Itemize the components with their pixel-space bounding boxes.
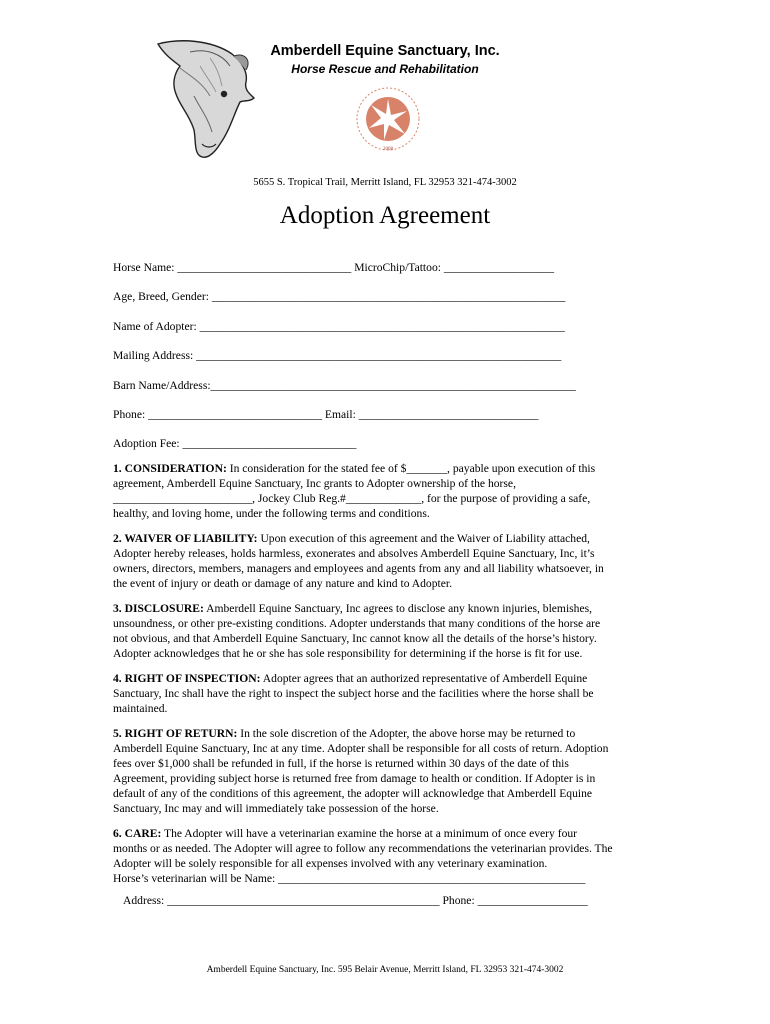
section-line: Adopter agrees that an authorized representative of Amberdell Equine xyxy=(262,672,588,686)
section-heading: 5. RIGHT OF RETURN: xyxy=(113,727,238,741)
field-name-of-adopter[interactable]: Name of Adopter: _______________________________________________________________ xyxy=(113,319,565,333)
section-line: Adopter will be solely responsible for all expenses involved with any veterinary examination. xyxy=(113,857,548,871)
section-line: fees over $1,000 shall be refunded in full, if the horse is returned within 30 days of the date of this xyxy=(113,757,569,771)
section-heading: 4. RIGHT OF INSPECTION: xyxy=(113,672,261,686)
field-mailing-address[interactable]: Mailing Address: _______________________________________________________________ xyxy=(113,349,562,363)
section-care xyxy=(113,826,658,908)
section-waiver-of-liability xyxy=(113,531,658,591)
section-line: months or as needed. The Adopter will agree to follow any recommendations the veterinarian provides. The xyxy=(113,842,613,856)
section-line: In the sole discretion of the Adopter, the above horse may be returned to xyxy=(240,727,576,741)
section-line: Upon execution of this agreement and the Waiver of Liability attached, xyxy=(260,532,590,546)
section-line: Adopter hereby releases, holds harmless, exonerates and absolves Amberdell Equine Sanctuary, Inc, it’s xyxy=(113,547,595,561)
section-line: Amberdell Equine Sanctuary, Inc agrees to disclose any known injuries, blemishes, xyxy=(206,602,593,616)
agreement-body xyxy=(113,260,658,918)
header-address: 5655 S. Tropical Trail, Merritt Island, FL 32953 321-474-3002 xyxy=(253,177,517,188)
field-phone-email[interactable]: Phone: ______________________________ Email: _______________________________ xyxy=(113,407,539,421)
section-line: default of any of the conditions of this agreement, the adopter will acknowledge that Amberdell Equine xyxy=(113,787,593,801)
organization-subtitle: Horse Rescue and Rehabilitation xyxy=(291,62,479,76)
section-line: healthy, and loving home, under the following terms and conditions. xyxy=(113,507,430,521)
section-line: The Adopter will have a veterinarian examine the horse at a minimum of once every four xyxy=(164,827,578,841)
section-heading: 3. DISCLOSURE: xyxy=(113,602,204,616)
section-line: Adopter acknowledges that he or she has sole responsibility for determining if the horse is fit for use. xyxy=(113,647,583,661)
field-veterinarian-address-phone[interactable]: Address: _______________________________________________ Phone: ___________________ xyxy=(123,894,588,908)
star-seal-icon xyxy=(355,86,421,152)
section-right-of-inspection xyxy=(113,671,658,716)
section-heading: 6. CARE: xyxy=(113,827,162,841)
section-consideration xyxy=(113,461,658,521)
field-barn-name-address[interactable]: Barn Name/Address:_______________________________________________________________ xyxy=(113,378,576,392)
field-horse-name[interactable]: Horse Name: ______________________________ MicroChip/Tattoo: ___________________ xyxy=(113,261,555,274)
field-adoption-fee[interactable]: Adoption Fee: ______________________________ xyxy=(113,437,357,451)
section-heading: 2. WAIVER OF LIABILITY: xyxy=(113,532,258,546)
section-line: Amberdell Equine Sanctuary, Inc at any time. Adopter shall be responsible for all costs of return. Adoption xyxy=(113,742,609,756)
section-line: Sanctuary, Inc may and will immediately take possession of the horse. xyxy=(113,802,439,816)
section-heading: 1. CONSIDERATION: xyxy=(113,462,227,476)
section-line: Agreement, providing subject horse is returned free from damage to health or condition. If Adopter is in xyxy=(113,772,596,786)
section-line: not obvious, and that Amberdell Equine Sanctuary, Inc cannot know all the details of the horse’s history. xyxy=(113,632,597,646)
seal-caption: 2008 xyxy=(383,147,393,152)
section-line: agreement, Amberdell Equine Sanctuary, Inc grants to Adopter ownership of the horse, xyxy=(113,477,516,491)
section-line: owners, directors, members, managers and employees and agents from any and all liability whatsoever, in xyxy=(113,562,604,576)
section-line: ________________________, Jockey Club Reg.#_____________, for the purpose of providing a safe, xyxy=(113,492,591,506)
section-line: In consideration for the stated fee of $_______, payable upon execution of this xyxy=(229,462,596,476)
field-veterinarian-name[interactable]: Horse’s veterinarian will be Name: _____________________________________________________ xyxy=(113,872,586,886)
section-line: the event of injury or death or damage of any nature and kind to Adopter. xyxy=(113,577,453,591)
section-line: maintained. xyxy=(113,702,168,716)
section-right-of-return xyxy=(113,726,658,816)
field-age-breed-gender[interactable]: Age, Breed, Gender: _____________________________________________________________ xyxy=(113,290,566,304)
document-title: Adoption Agreement xyxy=(279,202,491,229)
footer-address: Amberdell Equine Sanctuary, Inc. 595 Belair Avenue, Merritt Island, FL 32953 321-474-3002 xyxy=(206,965,564,975)
organization-name: Amberdell Equine Sanctuary, Inc. xyxy=(270,43,500,59)
section-disclosure xyxy=(113,601,658,661)
section-line: Sanctuary, Inc shall have the right to inspect the subject horse and the facilities where the horse shall be xyxy=(113,687,594,701)
section-line: unsoundness, or other pre-existing conditions. Adopter understands that many conditions of the horse are xyxy=(113,617,601,631)
